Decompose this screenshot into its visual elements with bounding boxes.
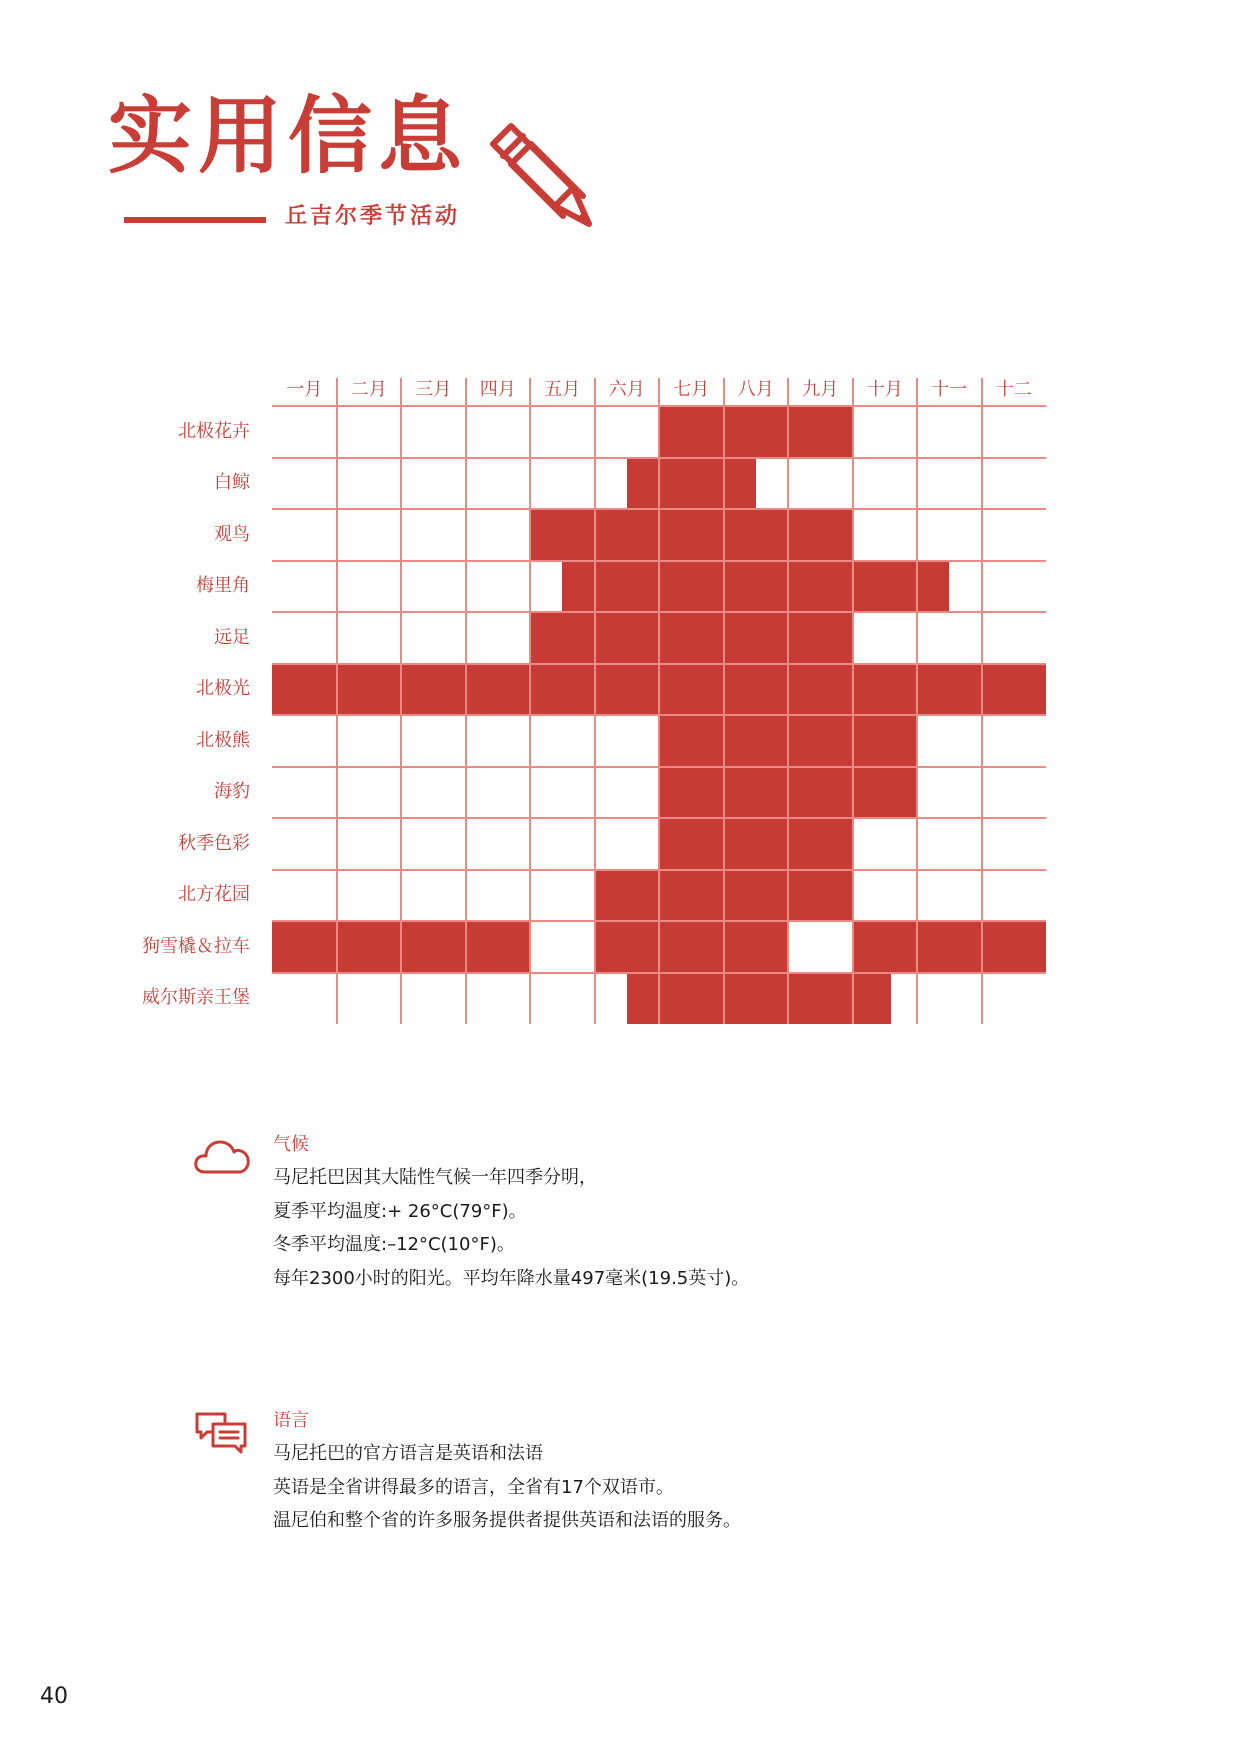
speech-bubbles-icon <box>193 1408 251 1456</box>
language-line: 温尼伯和整个省的许多服务提供者提供英语和法语的服务。 <box>273 1510 741 1531</box>
grid-row-line <box>272 508 1046 510</box>
month-label: 十二 <box>995 379 1032 400</box>
activity-period-bar <box>562 561 949 613</box>
grid-column-line <box>594 378 596 1024</box>
climate-line: 每年2300小时的阳光。平均年降水量497毫米(19.5英寸)。 <box>273 1268 750 1289</box>
row-label: 北极花卉 <box>178 420 250 442</box>
grid-column-line <box>336 378 338 1024</box>
grid-row-line <box>272 869 1046 871</box>
grid-column-line <box>658 378 660 1024</box>
activity-period-bar <box>659 818 853 870</box>
row-label: 北方花园 <box>178 884 250 906</box>
month-label: 五月 <box>544 379 581 400</box>
climate-line: 夏季平均温度:+ 26°C(79°F)。 <box>273 1201 527 1222</box>
activity-period-bar <box>595 921 789 973</box>
activity-period-bar <box>853 921 1047 973</box>
language-line: 马尼托巴的官方语言是英语和法语 <box>273 1443 543 1464</box>
grid-column-line <box>400 378 402 1024</box>
grid-column-line <box>723 378 725 1024</box>
month-label: 一月 <box>286 379 323 400</box>
month-label: 八月 <box>737 379 774 400</box>
month-label: 七月 <box>673 379 710 400</box>
grid-column-line <box>787 378 789 1024</box>
grid-row-line <box>272 611 1046 613</box>
grid-row-line <box>272 663 1046 665</box>
climate-line: 冬季平均温度:–12°C(10°F)。 <box>273 1234 515 1255</box>
grid-row-line <box>272 920 1046 922</box>
language-heading: 语言 <box>273 1410 309 1431</box>
grid-row-line <box>272 972 1046 974</box>
month-label: 九月 <box>802 379 839 400</box>
month-label: 三月 <box>415 379 452 400</box>
row-label: 观鸟 <box>214 523 250 545</box>
climate-heading: 气候 <box>273 1134 309 1155</box>
activity-period-bar <box>659 406 853 458</box>
page-title: 实用信息 <box>108 87 469 185</box>
climate-line: 马尼托巴因其大陆性气候一年四季分明， <box>273 1167 597 1188</box>
row-label: 远足 <box>214 626 250 648</box>
month-label: 四月 <box>479 379 516 400</box>
grid-row-line <box>272 766 1046 768</box>
grid-column-line <box>465 378 467 1024</box>
month-label: 六月 <box>608 379 645 400</box>
month-label: 十一 <box>931 379 968 400</box>
grid-row-line <box>272 714 1046 716</box>
grid-row-line <box>272 560 1046 562</box>
row-label: 狗雪橇＆拉车 <box>142 935 250 957</box>
row-label: 北极熊 <box>196 729 250 751</box>
activity-period-bar <box>530 509 853 561</box>
grid-column-line <box>852 378 854 1024</box>
activity-period-bar <box>530 612 853 664</box>
row-label: 威尔斯亲王堡 <box>142 987 250 1009</box>
page-subtitle: 丘吉尔季节活动 <box>285 204 461 229</box>
row-label: 梅里角 <box>196 575 250 597</box>
language-line: 英语是全省讲得最多的语言，全省有17个双语市。 <box>273 1477 674 1498</box>
grid-row-line <box>272 405 1046 407</box>
activity-period-bar <box>627 458 756 510</box>
grid-column-line <box>529 378 531 1024</box>
month-label: 十月 <box>866 379 903 400</box>
month-label: 二月 <box>350 379 387 400</box>
grid-column-line <box>981 378 983 1024</box>
page-number: 40 <box>40 1684 68 1709</box>
row-label: 海豹 <box>214 781 250 803</box>
row-label: 白鲸 <box>214 472 250 494</box>
row-label: 北极光 <box>196 678 250 700</box>
cloud-icon <box>193 1132 251 1180</box>
grid-row-line <box>272 457 1046 459</box>
row-label: 秋季色彩 <box>178 832 250 854</box>
grid-row-line <box>272 817 1046 819</box>
grid-column-line <box>916 378 918 1024</box>
